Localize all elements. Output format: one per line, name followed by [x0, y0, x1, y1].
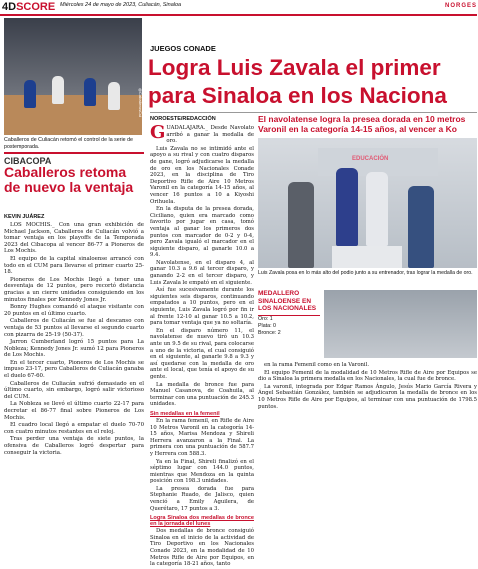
- section-label-right: NORGES: [444, 3, 477, 9]
- byline: KEVIN JUÁREZ: [4, 214, 45, 220]
- article-body-right: en la rama Femenil como en la Varonil. El equipo Femenil de la modalidad de 10 Metros Rifle de Aire por Equipos se dio a Sinaloa la primera medalla en los Nacionales, la cual fue de bronce. La varonil, integrada por Edgar Ramos Ángulo, Jesús Mario García Rivera y Ángel Sebastián González, también se adjudicaron la medalla de bronce en los 10 Metros Rifle de Aire por Equipos, al terminar con una puntuación de 1798.5 puntos.: [258, 362, 477, 410]
- author-label: NOROESTE/REDACCIÓN: [150, 116, 216, 122]
- podium-photo: EDUCACIÓN: [258, 138, 477, 268]
- section-name: SCORE: [16, 1, 56, 13]
- kicker-cibacopa: CIBACOPA: [4, 152, 144, 166]
- drop-cap: G: [150, 122, 166, 143]
- medal-table-title: MEDALLERO SINALOENSE EN LOS NACIONALES: [258, 290, 320, 316]
- divider: [150, 112, 477, 113]
- shooting-photo: [324, 290, 477, 358]
- basketball-photo: [4, 18, 148, 135]
- podium-caption: Luis Zavala posa en lo más alto del podio junto a su entrenador, tras lograr la medalla de oro.: [258, 270, 473, 276]
- article-deck: El navolatense logra la presea dorada en 10 metros Varonil en la categoría 14-15 años, al vencer a Ko: [258, 114, 466, 134]
- medal-table: MEDALLERO SINALOENSE EN LOS NACIONALES Oro: 1 Plata: 0 Bronce: 2: [258, 290, 320, 337]
- dateline: Miércoles 24 de mayo de 2023, Culiacán, Sinaloa: [60, 2, 182, 8]
- page-header: [0, 0, 477, 16]
- main-headline: Logra Luis Zavala el primer para Sinaloa en los Naciona: [148, 55, 447, 108]
- kicker-juegos-conade: JUEGOS CONADE: [150, 44, 216, 53]
- photo-credit: Foto: Twitter @CaballerosCul: [138, 88, 148, 118]
- photo-caption: Caballeros de Culiacán retomó el control de la serie de postemporada.: [4, 137, 133, 150]
- subheading: Logra Sinaloa dos medallas de bronce en la jornada del lunes: [150, 515, 254, 528]
- article-body-left: LOS MOCHIS._ Con una gran exhibición de Michael Jackson, Caballeros de Culiacán volvió a tomar ventaja en los playoffs de la Temporada 2023 del Cibacopa al vencer 86-77 a Pioneros de Los Mochis. El equipo de la capital sinaloense arrancó con todo en el CUM para llevarse el primer cuarto 25-18. Pioneros de Los Mochis llegó a tener una desventaja de 12 puntos, pero recortó distancia gracias a un cierre unidades consiguiendo en los minutos finales por Kennedy Jones Jr. Bonny Hughes comandó el ataque visitante con 20 puntos en el último cuarto. Caballeros de Culiacán se fue al descanso con ventaja de 53 puntos al llevarse el segundo cuarto con pizarra de 25-19 (50-37). Jarron Cumberland logró 15 puntos para La Nobleza; Kennedy Jones Jr. sumó 12 para Pioneros de Los Mochis. En el tercer cuarto, Pioneros de Los Mochis se impuso 23-17, pero Caballeros de Culiacán ganaba el duelo 67-60. Caballeros de Culiacán sufrió demasiado en el último cuarto, sin embargo, logró salir victorioso del CUM. La Nobleza se llevó el último cuarto 22-17 para decretar el 86-77 final sobre Pioneros de Los Mochis. El cuadro local llegó a empatar el duelo 70-70 con cuatro minutos restantes en el reloj. Tras perder una ventaja de siete puntos, la ofensiva de Caballeros logró despertar para conseguir la victoria.: [4, 222, 144, 456]
- subheading: Sin medallas en la femenil: [150, 410, 220, 417]
- article-body-main: GUADALAJARA._ Desde Navolato arribó a ganar la medalla de oro. Luis Zavala no se intimidó ante el apoyo a su rival y con cuatro disparos de gane, logró adjudicarse la medalla de oro en los Nacionales Conade 2023, en la disciplina de Tiro Deportivo Rifle de Aire 10 Metros Varonil en la categoría 14-15 años, al vencer 16 puntos a 10 a Kiyoshi Orihuela. En la disputa de la presea dorada, Ciciliano, quien era marcado como favorito por jugar en casa, tomó ventaja al ganar los primeros dos puntos con marcador de 0-2 y 0-4, pero Zavala igualó el marcador en el siguiente disparo, al ganarle 10.0 a 9.4. Navolatense, en el disparo 4, al ganar 10.3 a 9.6 al tercer disparo, y ganando 2-2 en el tercer disparo, y Luis Zavala le empató en el siguiente. Así fue sucesivamente durante los siguientes seis disparos, continuando empatados a 10 puntos, pero en el siguiente, Luis Zavala logró por fin ir al frente 12-10 al ganar 10.5 a 10.2, para tomar ventaja que ya no soltaría. En el disparo número 11, el navolatense de nuevo tiró un 10.3 ante un 9.5 de su rival, para colocarse a uno de la victoria, el cual consiguió en el siguiente, al ganarle 9.8 a 9.3 y así quedarse con la medalla de oro ante el local, que tenía el apoyo de su gente. La medalla de bronce fue para Manuel Casanova, de Coahuila, al terminar con una puntuación de 245.3 unidades. Sin medallas en la femenil En la rama femenil, en Rifle de Aire 10 Metros Varonil en la categoría 14-15 años, Marisa Mendoza y Shireli Herrera avanzaron a la Final. La primera con una puntuación de 587.7 y Herrera con 588.3. Ya en la Final, Shireli finalizó en el séptimo lugar con 144.0 puntos, mientras que Mendoza en la quinta posición con 198.3 unidades. La presea dorada fue para Stephanie Ruado, de Jalisco, quien venció a Emily Aguilera, de Querétaro, 17 puntos a 3. Logra Sinaloa dos medallas de bronce en la jornada del lunes Dos medallas de bronce consiguió Sinaloa en el inicio de la actividad de Tiro Deportivo en los Nacionales Conade 2023, en la modalidad de 10 Metros Rifle de Aire por Equipos, en la categoría 18-21 años, tanto: [150, 122, 254, 568]
- page-number: 4DSCORE: [2, 1, 56, 13]
- headline-caballeros: Caballeros retoma de nuevo la ventaja: [4, 164, 134, 195]
